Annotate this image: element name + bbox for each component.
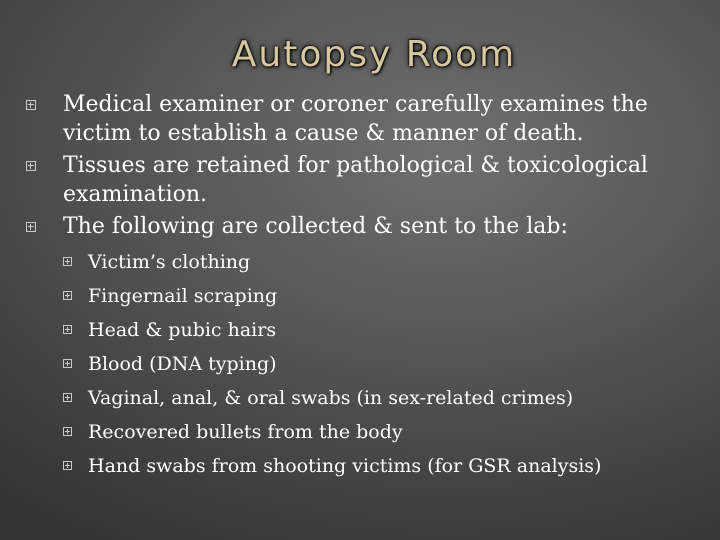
bullet-text: Medical examiner or coroner carefully examines the victim to establish a cause & manner of death. bbox=[63, 92, 648, 146]
bullet-item bbox=[26, 90, 706, 148]
boxed-plus-icon bbox=[63, 291, 72, 300]
boxed-plus-icon bbox=[63, 325, 72, 334]
sub-bullet-text: Recovered bullets from the body bbox=[88, 421, 403, 443]
sub-bullet-item bbox=[63, 381, 706, 415]
sub-bullet-item bbox=[63, 279, 706, 313]
sub-bullet-text: Fingernail scraping bbox=[88, 285, 278, 307]
bullet-list bbox=[26, 90, 706, 486]
sub-bullet-text: Victim’s clothing bbox=[88, 251, 251, 273]
sub-bullet-item bbox=[63, 347, 706, 381]
boxed-plus-icon bbox=[63, 257, 72, 266]
sub-bullet-item bbox=[63, 415, 706, 449]
sub-bullet-text: Hand swabs from shooting victims (for GSR analysis) bbox=[88, 455, 602, 477]
slide-title: Autopsy Room bbox=[231, 34, 517, 75]
boxed-plus-icon bbox=[63, 427, 72, 436]
boxed-plus-icon bbox=[63, 393, 72, 402]
boxed-plus-icon bbox=[26, 100, 36, 110]
sub-bullet-text: Vaginal, anal, & oral swabs (in sex-related crimes) bbox=[88, 387, 574, 409]
sub-bullet-item bbox=[63, 449, 706, 483]
sub-bullet-text: Head & pubic hairs bbox=[88, 319, 277, 341]
boxed-plus-icon bbox=[63, 461, 72, 470]
boxed-plus-icon bbox=[26, 222, 36, 232]
sub-bullet-text: Blood (DNA typing) bbox=[88, 353, 277, 375]
boxed-plus-icon bbox=[26, 161, 36, 171]
sub-bullet-item bbox=[63, 313, 706, 347]
sub-bullet-list bbox=[63, 245, 706, 483]
sub-bullet-item bbox=[63, 245, 706, 279]
bullet-item bbox=[26, 212, 706, 483]
bullet-item bbox=[26, 151, 706, 209]
bullet-text: Tissues are retained for pathological & toxicological examination. bbox=[63, 153, 648, 207]
bullet-text: The following are collected & sent to the lab: bbox=[63, 214, 568, 239]
boxed-plus-icon bbox=[63, 359, 72, 368]
